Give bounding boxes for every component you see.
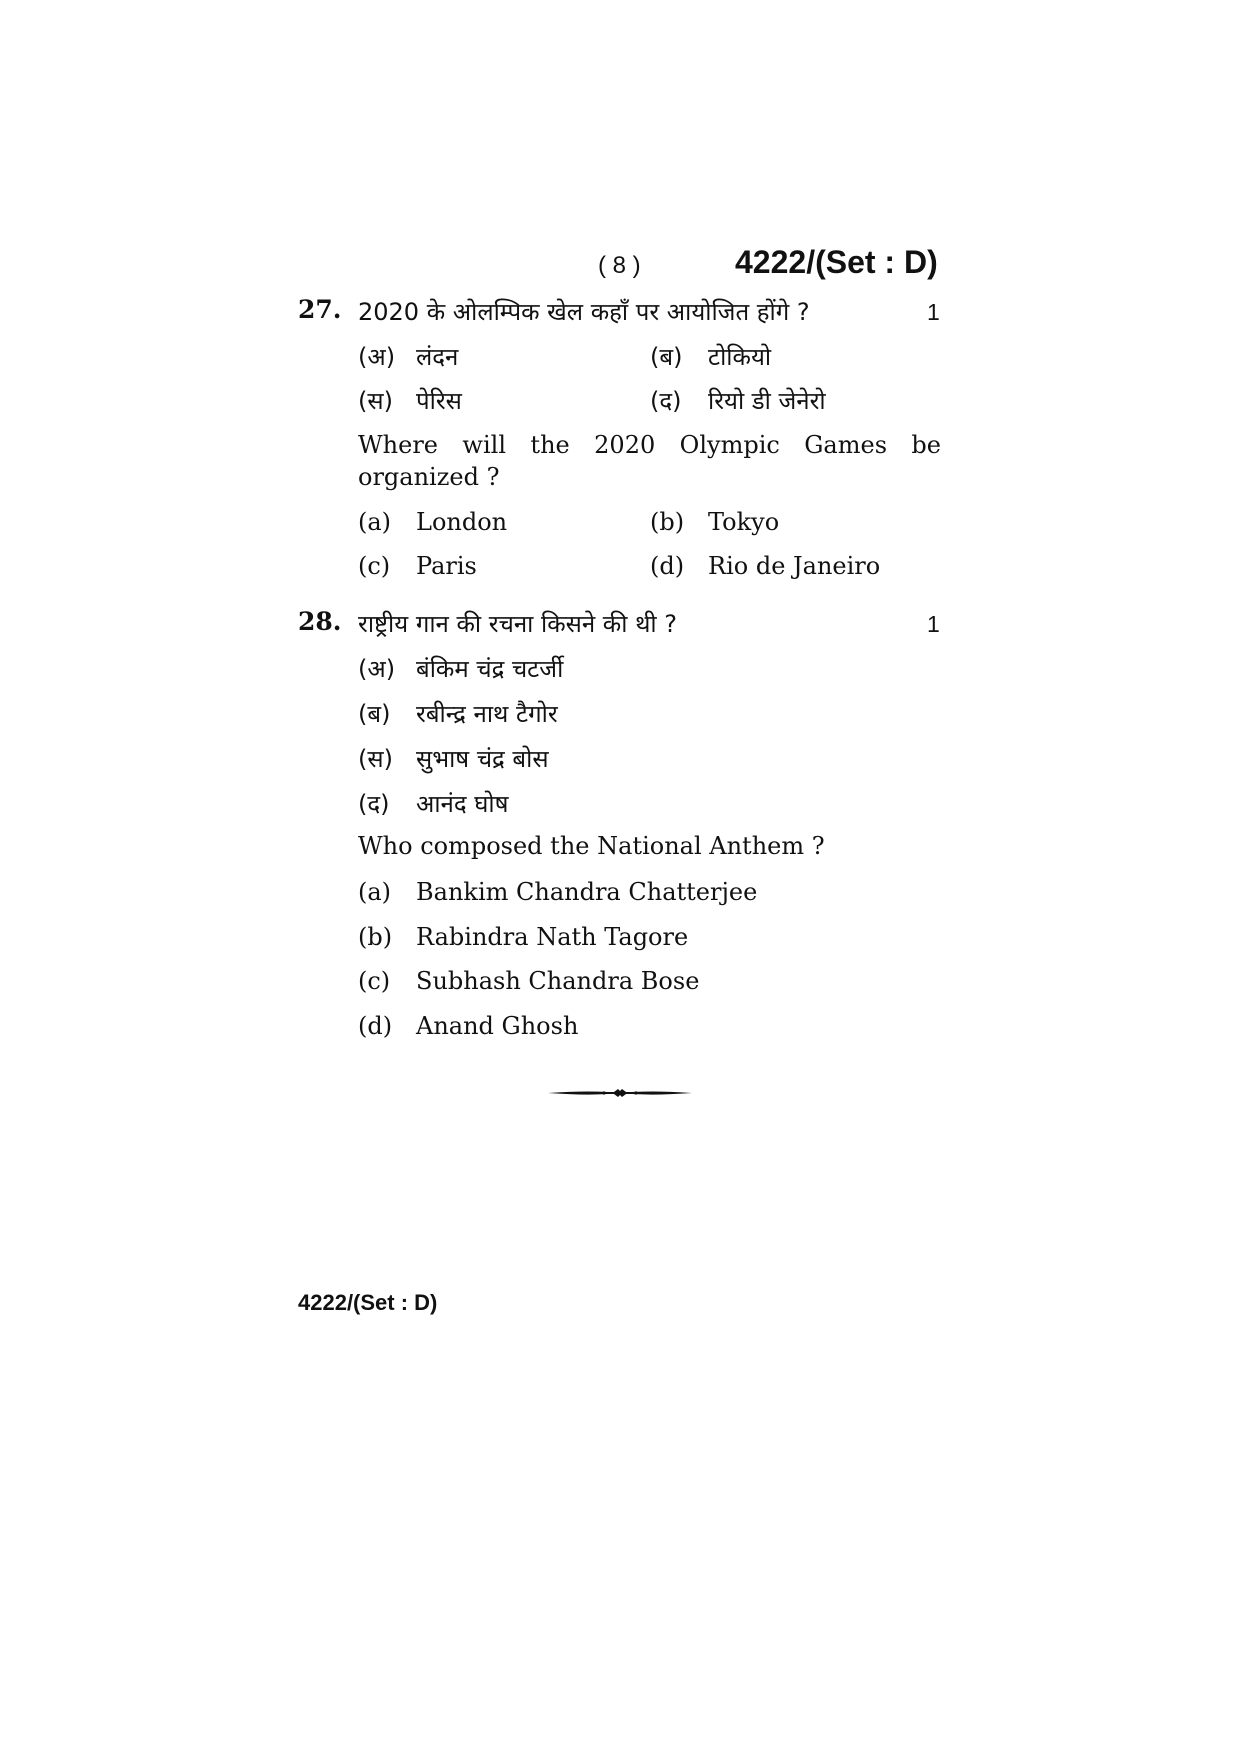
option-text: बंकिम चंद्र चटर्जी: [416, 655, 564, 683]
question-text-english: Where will the 2020 Olympic Games be: [358, 431, 941, 459]
question-marks: 1: [927, 611, 940, 637]
option-text: Paris: [416, 552, 477, 580]
option-text: Anand Ghosh: [416, 1012, 579, 1040]
option-label: (b): [358, 923, 393, 951]
option-label: (d): [650, 552, 685, 580]
option-label: (d): [358, 1012, 393, 1040]
option-label: (a): [358, 508, 392, 536]
question-text-english: Who composed the National Anthem ?: [358, 832, 825, 860]
question-number: 27.: [298, 295, 342, 324]
option-text: आनंद घोष: [416, 790, 509, 818]
ornament-divider-icon: [548, 1085, 692, 1101]
question-text-hindi: राष्ट्रीय गान की रचना किसने की थी ?: [358, 610, 678, 638]
question-marks: 1: [927, 299, 940, 325]
option-label: (c): [358, 552, 391, 580]
option-text: लंदन: [416, 343, 459, 371]
option-text: London: [416, 508, 508, 536]
question-text-hindi: 2020 के ओलम्पिक खेल कहाँ पर आयोजित होंगे ?: [358, 298, 810, 326]
option-text: Tokyo: [708, 508, 780, 536]
option-label: (ब): [358, 700, 391, 728]
option-text: टोकियो: [708, 343, 772, 371]
paper-code-header: 4222/(Set : D): [735, 244, 938, 280]
option-text: Rabindra Nath Tagore: [416, 923, 689, 951]
option-label: (अ): [358, 343, 396, 371]
option-text: रियो डी जेनेरो: [708, 387, 826, 415]
option-label: (c): [358, 967, 391, 995]
option-label: (ब): [650, 343, 683, 371]
option-text: Bankim Chandra Chatterjee: [416, 878, 758, 906]
option-label: (a): [358, 878, 392, 906]
option-label: (स): [358, 387, 393, 415]
option-text: Rio de Janeiro: [708, 552, 881, 580]
option-label: (अ): [358, 655, 396, 683]
option-text: सुभाष चंद्र बोस: [416, 745, 549, 773]
option-label: (द): [650, 387, 682, 415]
paper-code-footer: 4222/(Set : D): [298, 1290, 438, 1315]
question-text-english-continued: organized ?: [358, 463, 500, 491]
option-label: (b): [650, 508, 685, 536]
question-number: 28.: [298, 607, 342, 636]
page-number: ( 8 ): [598, 252, 641, 279]
option-text: Subhash Chandra Bose: [416, 967, 700, 995]
option-label: (द): [358, 790, 390, 818]
option-text: पेरिस: [416, 387, 462, 415]
option-label: (स): [358, 745, 393, 773]
option-text: रबीन्द्र नाथ टैगोर: [416, 700, 558, 728]
end-ornament: [548, 1085, 692, 1105]
